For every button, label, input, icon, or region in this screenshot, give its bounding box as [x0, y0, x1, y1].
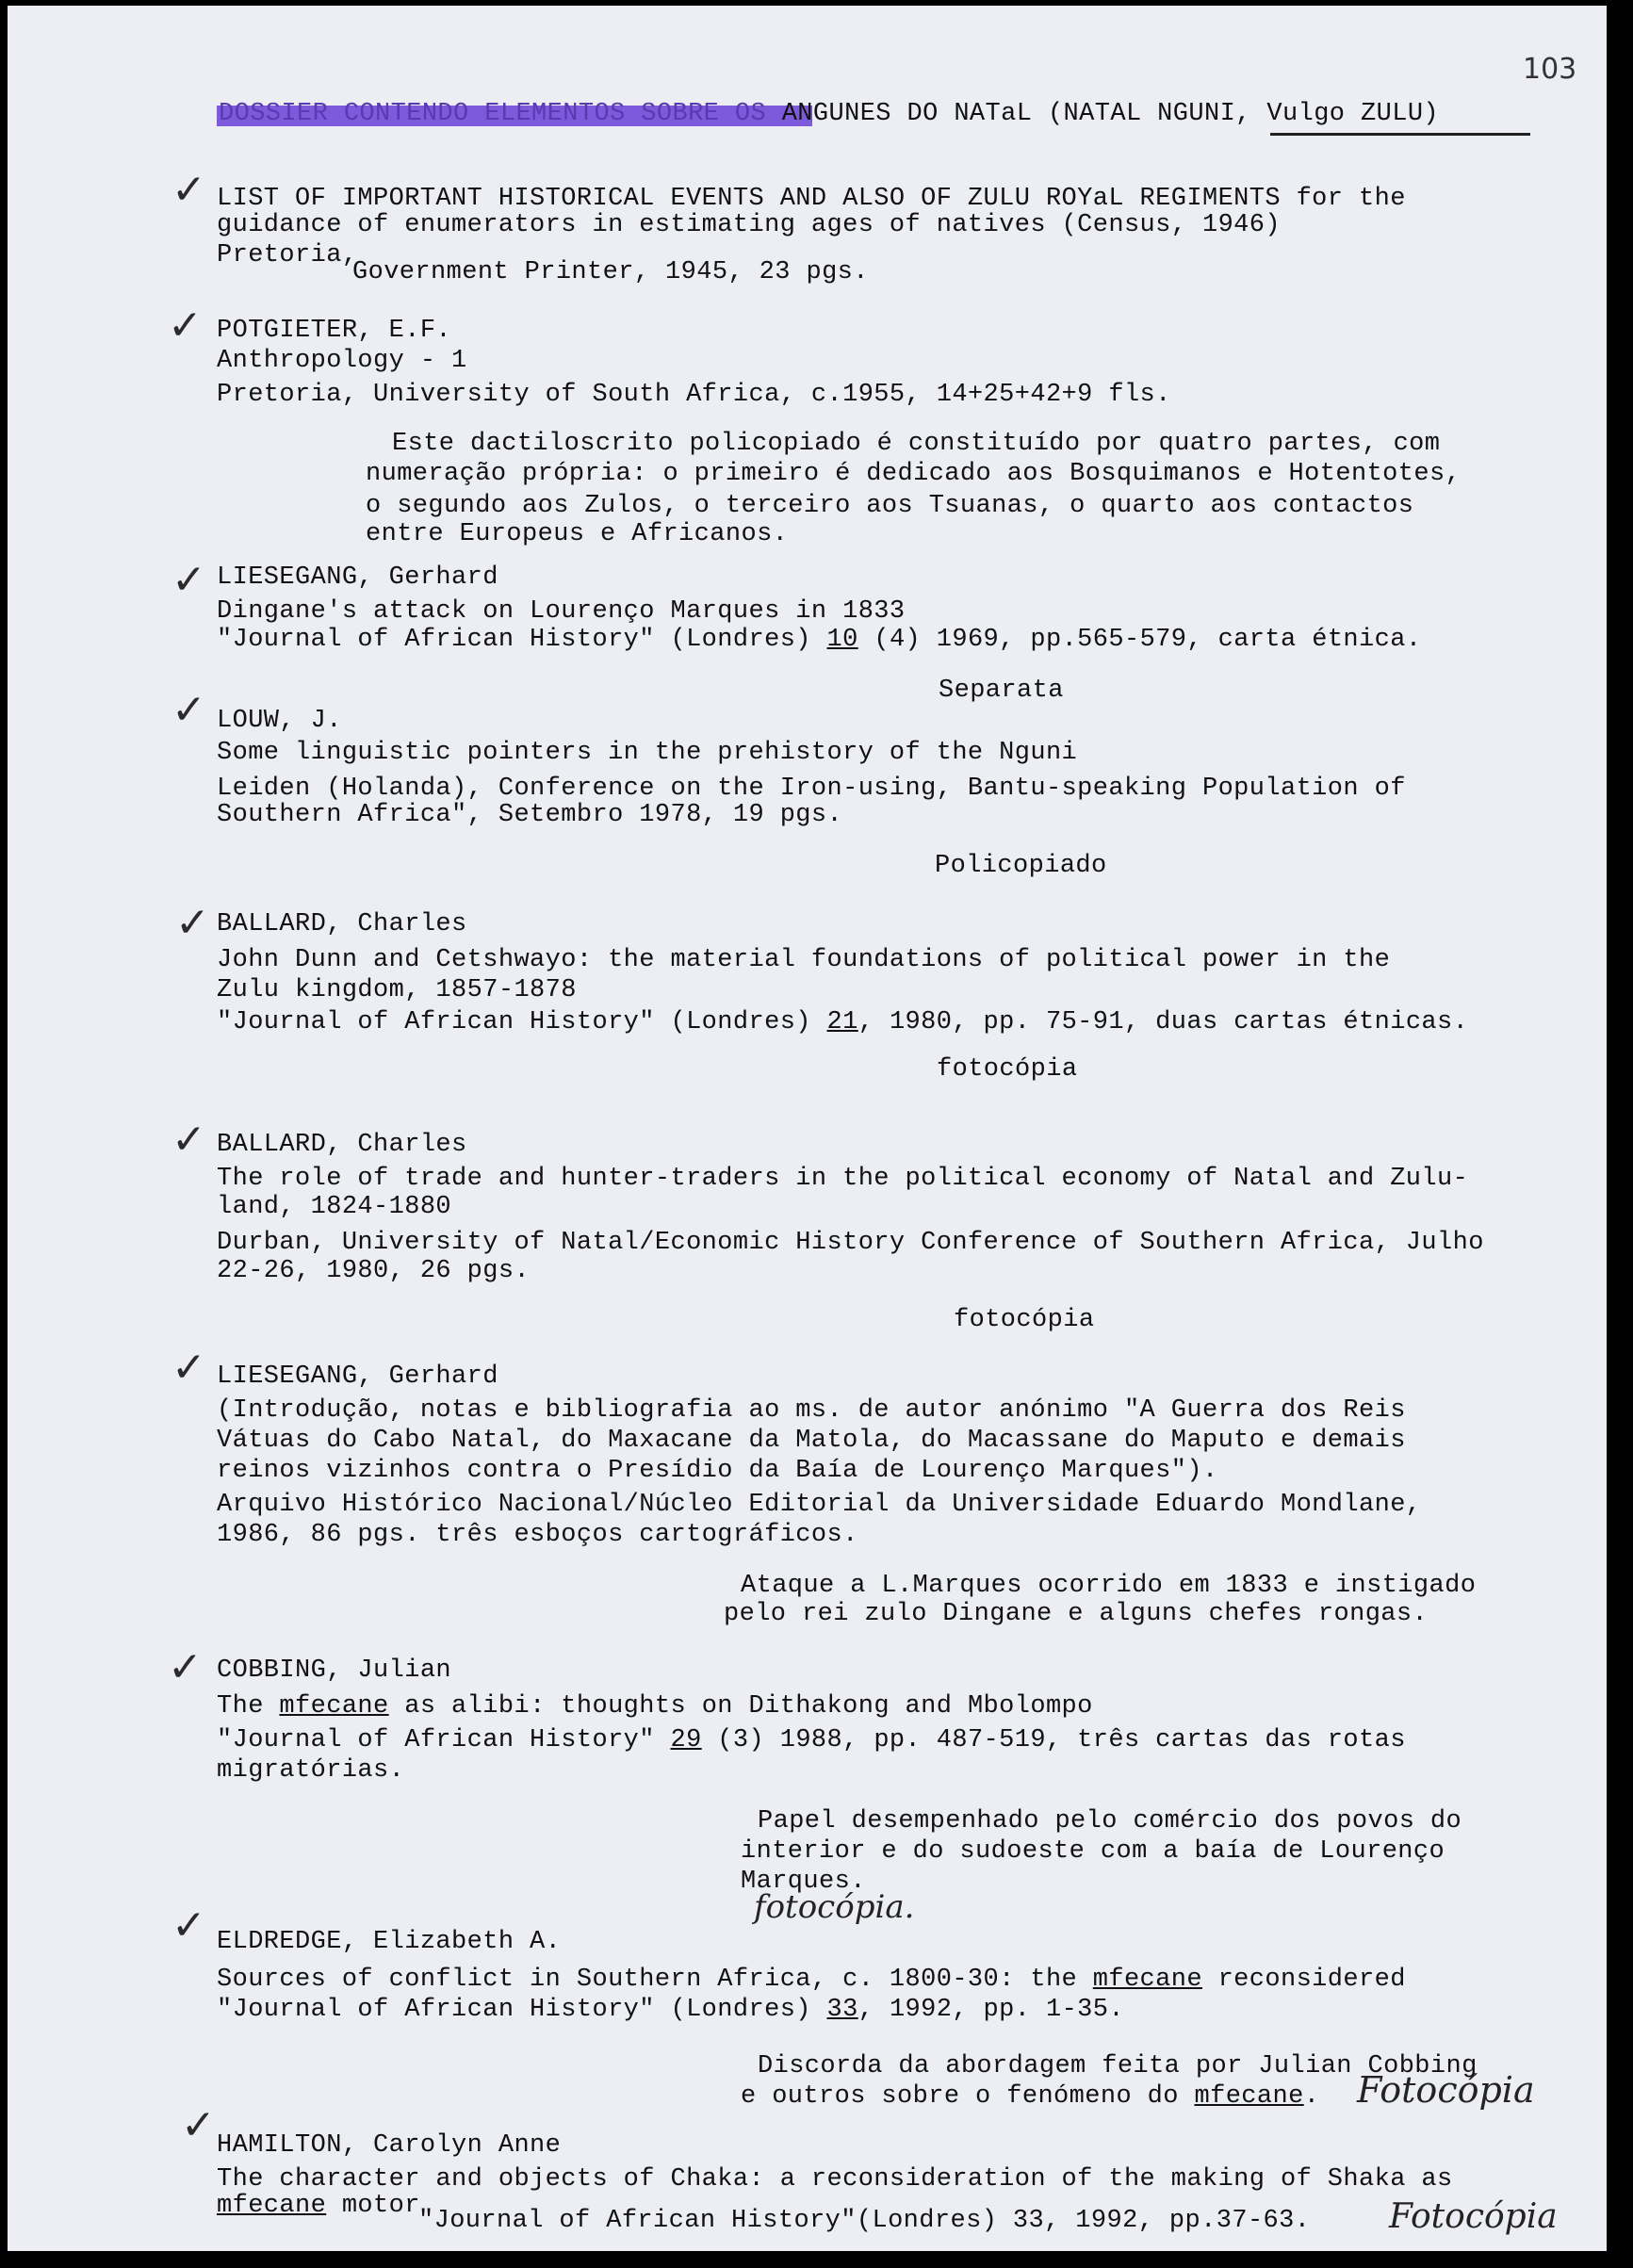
entry-note — [741, 2082, 1319, 2111]
entry-author: HAMILTON, Carolyn Anne — [217, 2131, 562, 2160]
entry-line: Anthropology - 1 — [217, 347, 467, 375]
entry-note: Este dactiloscrito policopiado é constituído por quatro partes, com — [392, 430, 1441, 458]
entry-note: Discorda da abordagem feita por Julian Cobbing — [758, 2052, 1478, 2080]
term-mfecane: mfecane — [217, 2192, 327, 2220]
entry-line: The role of trade and hunter-traders in the political economy of Natal and Zulu- — [217, 1165, 1469, 1193]
entry-line — [217, 1692, 1093, 1721]
check-mark: ✓ — [171, 1901, 206, 1950]
page-number: 103 — [1523, 53, 1577, 86]
entry-journal: "Journal of African History" (Londres) — [217, 1996, 827, 2024]
entry-line: reinos vizinhos contra o Presídio da Baía de Lourenço Marques"). — [217, 1457, 1218, 1485]
document-title — [219, 100, 1439, 128]
entry-line — [217, 2192, 420, 2220]
handwritten-annotation: Fotocópia — [1389, 2197, 1558, 2236]
entry-journal: "Journal of African History" (Londres) — [217, 626, 811, 654]
volume-number: 33 — [826, 1996, 858, 2024]
entry-author: LIESEGANG, Gerhard — [217, 563, 498, 592]
entry-author: BALLARD, Charles — [217, 1131, 467, 1159]
check-mark: ✓ — [168, 302, 203, 350]
entry-line — [217, 1996, 1124, 2024]
entry-line: migratórias. — [217, 1756, 405, 1785]
entry-line: (Introdução, notas e bibliografia ao ms. de autor anónimo "A Guerra dos Reis — [217, 1396, 1406, 1425]
entry-pages: (4) 1969, pp.565-579, carta étnica. — [857, 626, 1422, 654]
entry-line: The character and objects of Chaka: a reconsideration of the making of Shaka as — [217, 2165, 1453, 2194]
entry-note: o segundo aos Zulos, o terceiro aos Tsuanas, o quarto aos contactos — [366, 492, 1414, 520]
entry-line: guidance of enumerators in estimating ages of natives (Census, 1946) — [217, 211, 1281, 239]
entry-line: Arquivo Histórico Nacional/Núcleo Editorial da Universidade Eduardo Mondlane, — [217, 1491, 1422, 1519]
entry-note: numeração própria: o primeiro é dedicado aos Bosquimanos e Hotentotes, — [366, 460, 1462, 488]
check-mark: ✓ — [181, 2101, 216, 2149]
text-segment: Sources of conflict in Southern Africa, c. 1800-30: the — [217, 1966, 1093, 1994]
entry-line: Vátuas do Cabo Natal, do Maxacane da Matola, do Macassane do Maputo e demais — [217, 1427, 1406, 1455]
entry-author: ELDREDGE, Elizabeth A. — [217, 1928, 562, 1956]
entry-line: Southern Africa", Setembro 1978, 19 pgs. — [217, 801, 843, 829]
entry-journal: "Journal of African History" (Londres) — [217, 1008, 811, 1036]
entry-note: fotocópia — [937, 1055, 1078, 1084]
text-segment: . — [1303, 2082, 1320, 2111]
check-mark: ✓ — [171, 1116, 206, 1164]
entry-note: Marques. — [741, 1868, 866, 1896]
entry-note: fotocópia — [954, 1306, 1095, 1334]
entry-line: 1986, 86 pgs. três esboços cartográficos. — [217, 1521, 858, 1549]
check-mark: ✓ — [171, 1344, 206, 1392]
entry-line: 22-26, 1980, 26 pgs. — [217, 1257, 531, 1285]
entry-line — [217, 1966, 1406, 1994]
entry-note: Papel desempenhado pelo comércio dos povos do — [758, 1807, 1462, 1836]
entry-line: Zulu kingdom, 1857-1878 — [217, 976, 577, 1004]
check-mark: ✓ — [168, 1643, 203, 1691]
check-mark: ✓ — [171, 166, 206, 214]
text-segment: as alibi: thoughts on Dithakong and Mbolompo — [388, 1692, 1093, 1721]
term-mfecane: mfecane — [1194, 2082, 1304, 2111]
entry-author: LIESEGANG, Gerhard — [217, 1362, 498, 1391]
text-segment: reconsidered — [1201, 1966, 1406, 1994]
title-vulgo: ulgo — [1282, 100, 1346, 128]
entry-title: LIST OF IMPORTANT HISTORICAL EVENTS AND ALSO OF ZULU ROYaL REGIMENTS for the — [217, 185, 1406, 213]
entry-note: Separata — [939, 677, 1064, 705]
entry-note: Ataque a L.Marques ocorrido em 1833 e instigado — [741, 1572, 1477, 1600]
handwritten-annotation: fotocópia. — [754, 1888, 915, 1926]
entry-line — [217, 1008, 1468, 1036]
check-mark: ✓ — [175, 899, 210, 947]
entry-author: POTGIETER, E.F. — [217, 317, 452, 345]
entry-line: land, 1824-1880 — [217, 1193, 452, 1221]
entry-line: Pretoria, University of South Africa, c.1955, 14+25+42+9 fls. — [217, 381, 1171, 409]
entry-line: Dingane's attack on Lourenço Marques in 1833 — [217, 597, 906, 626]
entry-line: "Journal of African History"(Londres) 33, 1992, pp.37-63. — [418, 2207, 1311, 2235]
volume-number: 29 — [670, 1726, 702, 1754]
text-segment: e outros sobre o fenómeno do — [741, 2082, 1195, 2111]
title-main-part: ANGUNES DO NATaL (NATAL NGUNI, V — [766, 100, 1282, 128]
check-mark: ✓ — [171, 556, 206, 604]
term-mfecane: mfecane — [1092, 1966, 1202, 1994]
text-segment: The — [217, 1692, 280, 1721]
entry-journal: "Journal of African History" — [217, 1726, 671, 1754]
entry-line: Durban, University of Natal/Economic History Conference of Southern Africa, Julho — [217, 1229, 1484, 1257]
entry-line — [217, 626, 1421, 654]
entry-pages: (3) 1988, pp. 487-519, três cartas das rotas — [701, 1726, 1406, 1754]
entry-line: Leiden (Holanda), Conference on the Iron-using, Bantu-speaking Population of — [217, 775, 1406, 803]
entry-note: pelo rei zulo Dingane e alguns chefes rongas. — [724, 1600, 1429, 1628]
entry-note: Policopiado — [935, 852, 1107, 880]
entry-line: John Dunn and Cetshwayo: the material foundations of political power in the — [217, 946, 1391, 974]
entry-note: entre Europeus e Africanos. — [366, 520, 789, 548]
entry-line: Some linguistic pointers in the prehistory of the Nguni — [217, 739, 1078, 767]
entry-note: interior e do sudoeste com a baía de Lourenço — [741, 1837, 1445, 1866]
volume-number: 21 — [826, 1008, 858, 1036]
title-end: ZULU) — [1345, 100, 1440, 128]
entry-line: Pretoria, — [217, 241, 358, 269]
entry-line — [217, 1726, 1406, 1754]
term-mfecane: mfecane — [279, 1692, 389, 1721]
text-segment: motor — [326, 2192, 420, 2220]
document-page — [8, 6, 1607, 2251]
entry-author: LOUW, J. — [217, 707, 342, 735]
entry-pages: , 1992, pp. 1-35. — [857, 1996, 1124, 2024]
volume-number: 10 — [826, 626, 858, 654]
title-underline — [1270, 133, 1530, 136]
entry-line: Government Printer, 1945, 23 pgs. — [352, 258, 869, 286]
entry-author: BALLARD, Charles — [217, 910, 467, 938]
check-mark: ✓ — [171, 686, 206, 734]
entry-pages: , 1980, pp. 75-91, duas cartas étnicas. — [857, 1008, 1469, 1036]
handwritten-annotation: Fotocópia — [1357, 2069, 1535, 2111]
title-struck-part: DOSSIER CONTENDO ELEMENTOS SOBRE OS — [219, 100, 767, 128]
entry-author: COBBING, Julian — [217, 1656, 452, 1685]
